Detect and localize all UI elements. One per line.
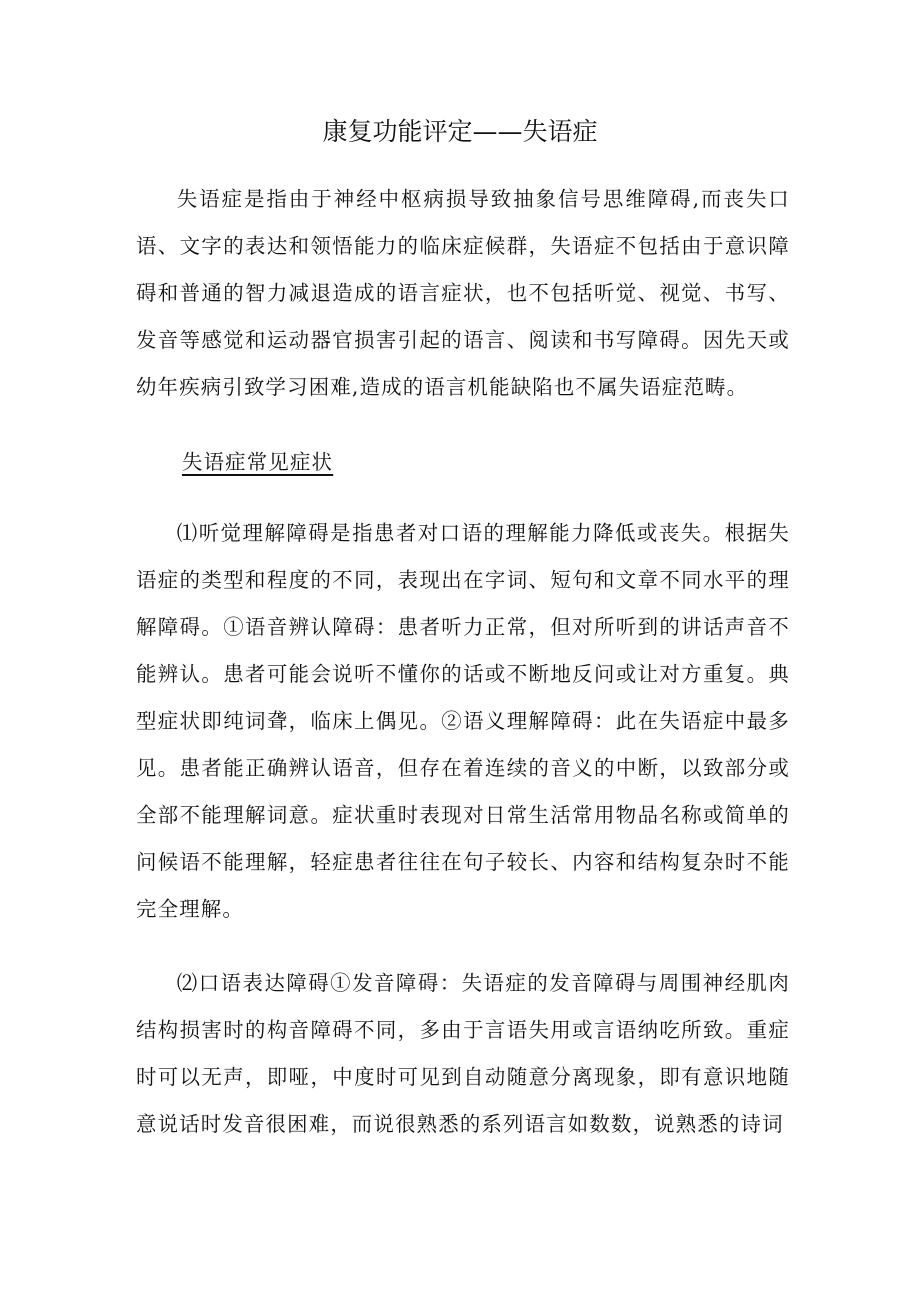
symptom-paragraph-2: ⑵口语表达障碍①发音障碍：失语症的发音障碍与周围神经肌肉结构损害时的构音障碍不同，多由于言语失用或言语纳吃所致。重症时可以无声，即哑，中度时可见到自动随意分离现象，即有意识地随意说话时发音很困难，而说很熟悉的系列语言如数数，说熟悉的诗词 [136, 971, 790, 1136]
symptom-paragraph-1: ⑴听觉理解障碍是指患者对口语的理解能力降低或丧失。根据失语症的类型和程度的不同，表现出在字词、短句和文章不同水平的理解障碍。①语音辨认障碍：患者听力正常，但对所听到的讲话声音不能辨认。患者可能会说听不懂你的话或不断地反问或让对方重复。典型症状即纯词聋，临床上偶见。②语义理解障碍：此在失语症中最多见。患者能正确辨认语音，但存在着连续的音义的中断，以致部分或全部不能理解词意。症状重时表现对日常生活常用物品名称或简单的问候语不能理解，轻症患者往往在句子较长、内容和结构复杂时不能完全理解。 [136, 521, 790, 921]
document-title: 康复功能评定——失语症 [322, 117, 598, 146]
section-heading: 失语症常见症状 [182, 450, 334, 474]
intro-paragraph: 失语症是指由于神经中枢病损导致抽象信号思维障碍,而丧失口语、文字的表达和领悟能力的临床症候群，失语症不包括由于意识障碍和普通的智力减退造成的语言症状，也不包括听觉、视觉、书写、发音等感觉和运动器官损害引起的语言、阅读和书写障碍。因先天或幼年疾病引致学习困难,造成的语言机能缺陷也不属失语症范畴。 [136, 187, 790, 399]
